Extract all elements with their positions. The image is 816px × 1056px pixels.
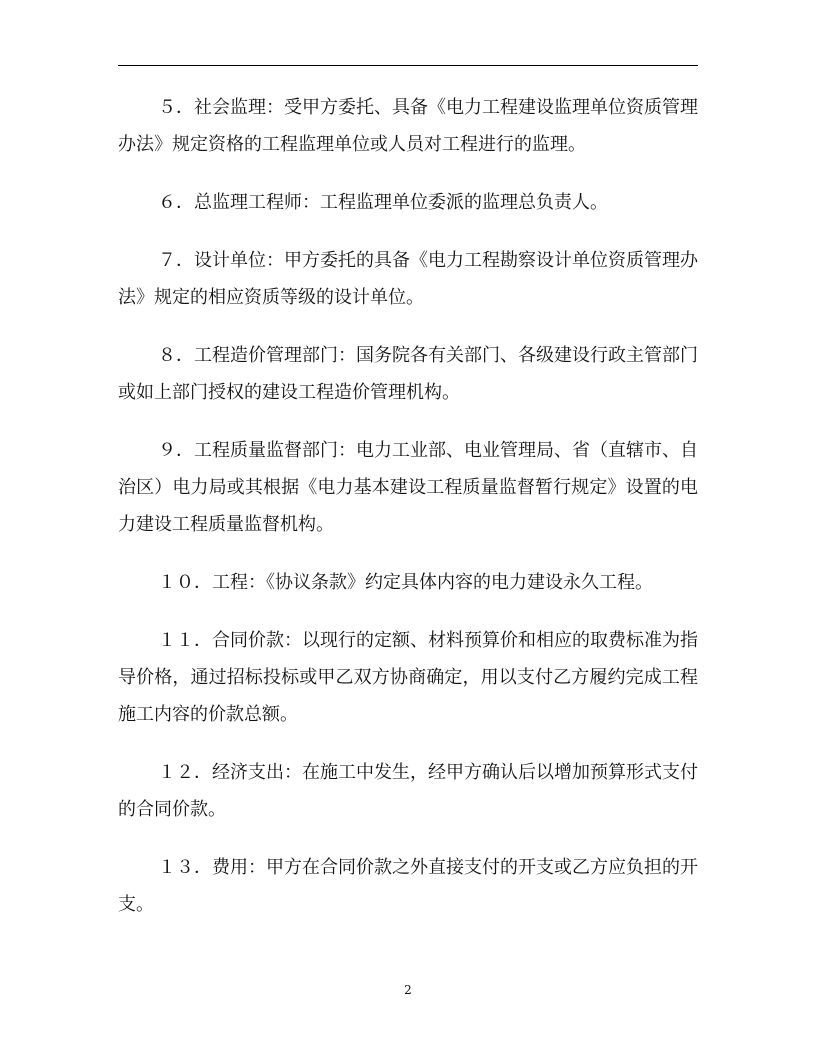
- page-number: 2: [404, 983, 412, 997]
- paragraph-7-design-unit: ７．设计单位：甲方委托的具备《电力工程勘察设计单位资质管理办法》规定的相应资质等级的设计单位。: [118, 250, 698, 308]
- paragraph-5-social-supervision: ５．社会监理：受甲方委托、具备《电力工程建设监理单位资质管理办法》规定资格的工程监理单位或人员对工程进行的监理。: [118, 97, 698, 155]
- paragraph-8-cost-management: ８．工程造价管理部门：国务院各有关部门、各级建设行政主管部门或如上部门授权的建设工程造价管理机构。: [118, 345, 698, 403]
- paragraph-10-project: １０．工程：《协议条款》约定具体内容的电力建设永久工程。: [158, 572, 653, 593]
- paragraph-9-quality-supervision: ９．工程质量监督部门：电力工业部、电业管理局、省（直辖市、自治区）电力局或其根据《电力基本建设工程质量监督暂行规定》设置的电力建设工程质量监督机构。: [118, 440, 698, 535]
- header-rule: [118, 65, 698, 66]
- paragraph-6-chief-supervisor: ６．总监理工程师：工程监理单位委派的监理总负责人。: [158, 192, 608, 213]
- document-body: [118, 89, 698, 944]
- paragraph-11-contract-price: １１．合同价款：以现行的定额、材料预算价和相应的取费标准为指导价格，通过招标投标或甲乙双方协商确定，用以支付乙方履约完成工程施工内容的价款总额。: [118, 630, 698, 725]
- paragraph-12-economic-expense: １２．经济支出：在施工中发生，经甲方确认后以增加预算形式支付的合同价款。: [118, 762, 698, 820]
- paragraph-13-cost: １３．费用：甲方在合同价款之外直接支付的开支或乙方应负担的开支。: [118, 857, 698, 915]
